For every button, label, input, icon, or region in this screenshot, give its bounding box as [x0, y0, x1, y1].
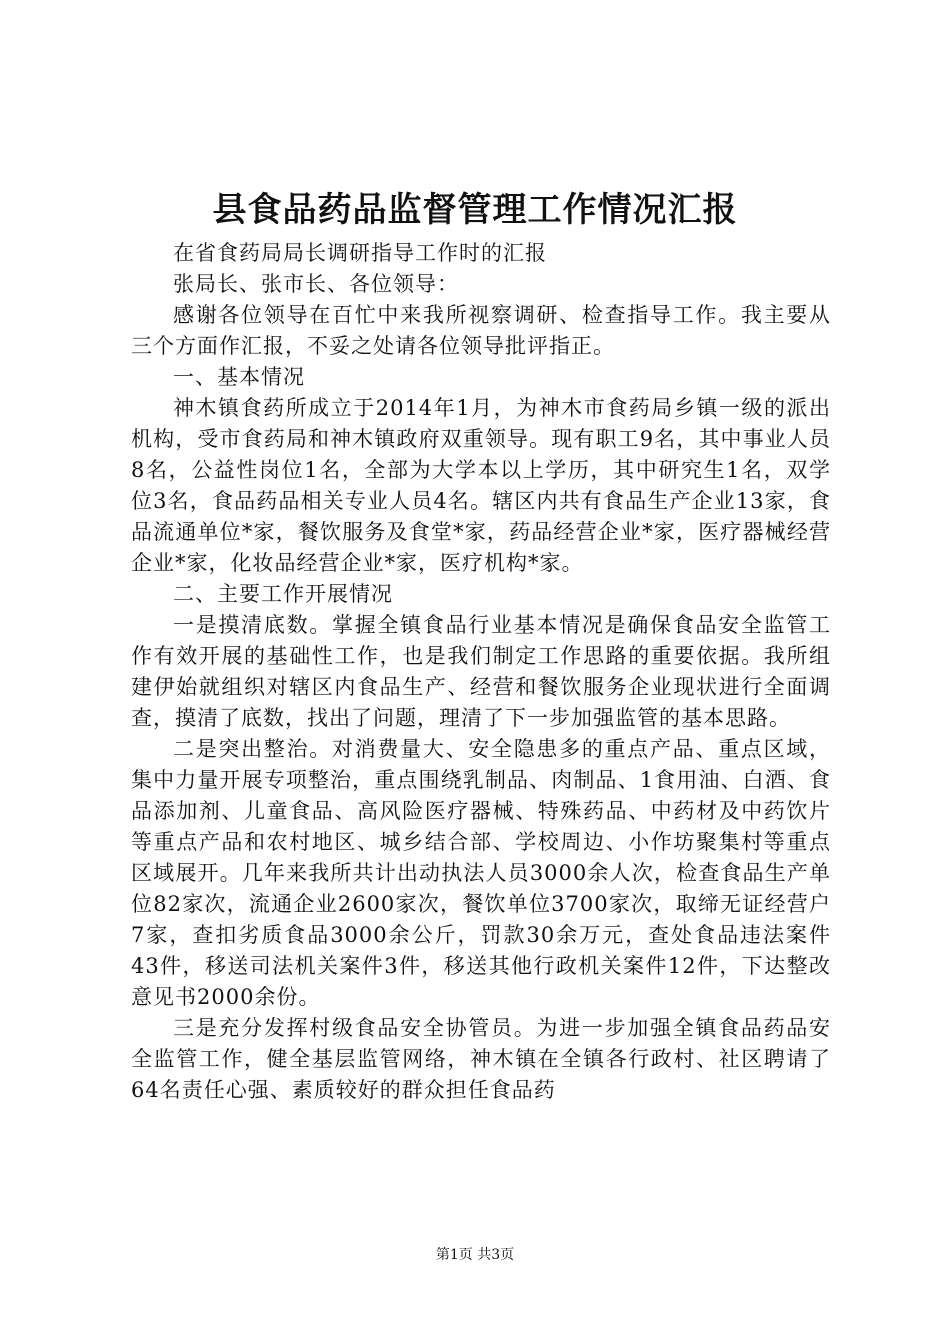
- document-title: 县食品药品监督管理工作情况汇报: [212, 190, 738, 230]
- section-heading-work: 二、主要工作开展情况: [173, 582, 393, 606]
- paragraph-point-two: 二是突出整治。对消费量大、安全隐患多的重点产品、重点区域，集中力量开展专项整治，重点围绕乳制品、肉制品、1食用油、白酒、食品添加剂、儿童食品、高风险医疗器械、特殊药品、中药材及中药饮片等重点产品和农村地区、城乡结合部、学校周边、小作坊聚集村等重点区域展开。几年来我所共计出动执法人员3000余人次，检查食品生产单位82家次，流通企业2600家次，餐饮单位3700家次，取缔无证经营户7家，查扣劣质食品3000余公斤，罚款30余万元，查处食品违法案件43件，移送司法机关案件3件，移送其他行政机关案件12件，下达整改意见书2000余份。: [131, 737, 831, 1009]
- paragraph-salutation: 张局长、张市长、各位领导：: [173, 272, 459, 296]
- paragraph-intro: 感谢各位领导在百忙中来我所视察调研、检查指导工作。我主要从三个方面作汇报，不妥之处请各位领导批评指正。: [131, 303, 831, 358]
- paragraph-subtitle: 在省食药局局长调研指导工作时的汇报: [173, 241, 547, 265]
- paragraph-basic-info: 神木镇食药所成立于2014年1月，为神木市食药局乡镇一级的派出机构，受市食药局和神木镇政府双重领导。现有职工9名，其中事业人员8名，公益性岗位1名，全部为大学本以上学历，其中研究生1名，双学位3名，食品药品相关专业人员4名。辖区内共有食品生产企业13家，食品流通单位*家，餐饮服务及食堂*家，药品经营企业*家，医疗器械经营企业*家，化妆品经营企业*家，医疗机构*家。: [131, 396, 831, 575]
- page-number-footer: 第1页 共3页: [435, 1247, 515, 1263]
- document-body: [131, 238, 831, 1106]
- paragraph-point-three: 三是充分发挥村级食品安全协管员。为进一步加强全镇食品药品安全监管工作，健全基层监管网络，神木镇在全镇各行政村、社区聘请了64名责任心强、素质较好的群众担任食品药: [131, 1016, 831, 1102]
- section-heading-basic: 一、基本情况: [173, 365, 305, 389]
- paragraph-point-one: 一是摸清底数。掌握全镇食品行业基本情况是确保食品安全监管工作有效开展的基础性工作，也是我们制定工作思路的重要依据。我所组建伊始就组织对辖区内食品生产、经营和餐饮服务企业现状进行全面调查，摸清了底数，找出了问题，理清了下一步加强监管的基本思路。: [131, 613, 831, 730]
